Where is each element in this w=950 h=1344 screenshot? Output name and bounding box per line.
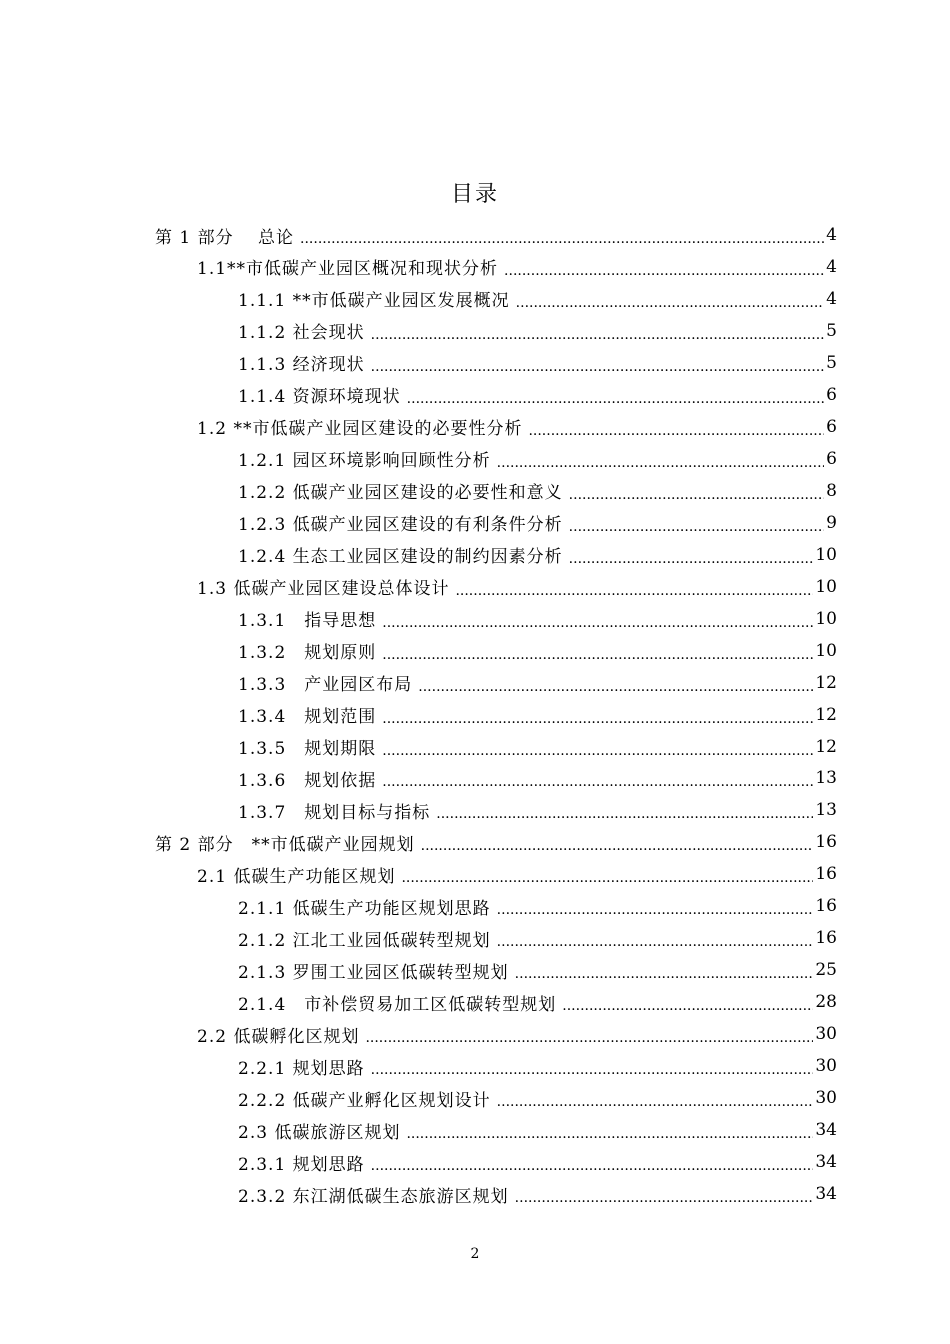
- toc-dot-leader: [382, 774, 813, 790]
- toc-entry-label: 1.1.2 社会现状: [238, 323, 365, 344]
- toc-entry-page: 30: [815, 1088, 837, 1109]
- toc-entry-page: 9: [826, 512, 837, 533]
- toc-entry[interactable]: [197, 251, 837, 283]
- toc-entry-page: 12: [815, 736, 837, 757]
- toc-entry-label: 1.2.4 生态工业园区建设的制约因素分析: [238, 547, 563, 568]
- toc-entry[interactable]: [155, 219, 837, 251]
- toc-dot-leader: [371, 1062, 814, 1078]
- toc-entry-page: 16: [815, 864, 837, 885]
- toc-entry-label: 1.1**市低碳产业园区概况和现状分析: [197, 259, 499, 280]
- toc-entry-page: 28: [815, 992, 837, 1013]
- toc-entry-label: 1.3.7 规划目标与指标: [238, 802, 431, 823]
- toc-entry[interactable]: [238, 794, 837, 826]
- toc-entry[interactable]: [238, 1146, 837, 1178]
- toc-entry[interactable]: [238, 443, 837, 475]
- toc-dot-leader: [569, 519, 825, 535]
- toc-entry[interactable]: [238, 1082, 837, 1114]
- toc-dot-leader: [382, 711, 813, 727]
- toc-entry-page: 34: [815, 1152, 837, 1173]
- toc-entry-label: 2.3 低碳旅游区规划: [238, 1122, 401, 1143]
- toc-entry-label: 1.3.6 规划依据: [238, 770, 377, 791]
- toc-dot-leader: [371, 359, 825, 375]
- toc-entry[interactable]: [238, 283, 837, 315]
- toc-dot-leader: [300, 231, 824, 247]
- toc-entry[interactable]: [238, 1178, 837, 1210]
- toc-entry-page: 16: [815, 896, 837, 917]
- toc-dot-leader: [562, 998, 813, 1014]
- toc-entry[interactable]: [238, 347, 837, 379]
- toc-dot-leader: [406, 1126, 813, 1142]
- toc-entry-page: 10: [815, 544, 837, 565]
- toc-entry[interactable]: [238, 507, 837, 539]
- toc-entry-page: 4: [826, 225, 837, 245]
- toc-dot-leader: [497, 455, 825, 471]
- toc-dot-leader: [371, 1158, 814, 1174]
- toc-entry-page: 30: [815, 1056, 837, 1077]
- toc-entry-label: 1.2 **市低碳产业园区建设的必要性分析: [197, 419, 523, 440]
- toc-entry-label: 1.2.3 低碳产业园区建设的有利条件分析: [238, 515, 563, 536]
- toc-entry-page: 13: [815, 800, 837, 821]
- toc-entry[interactable]: [238, 954, 837, 986]
- toc-entry-label: 2.2.2 低碳产业孵化区规划设计: [238, 1090, 491, 1111]
- page-number: 2: [470, 1246, 480, 1262]
- toc-entry-page: 25: [815, 960, 837, 981]
- toc-entry-page: 5: [826, 352, 837, 373]
- toc-entry-label: 1.1.4 资源环境现状: [238, 387, 401, 408]
- toc-entry-label: 2.2 低碳孵化区规划: [197, 1026, 360, 1047]
- toc-entry-page: 5: [826, 320, 837, 341]
- toc-entry-page: 34: [815, 1120, 837, 1141]
- toc-entry[interactable]: [238, 635, 837, 667]
- toc-dot-leader: [515, 966, 814, 982]
- toc-dot-leader: [497, 1094, 814, 1110]
- toc-entry-label: 2.3.2 东江湖低碳生态旅游区规划: [238, 1186, 509, 1207]
- toc-entry[interactable]: [197, 571, 837, 603]
- toc-dot-leader: [407, 391, 825, 407]
- toc-entry[interactable]: [238, 475, 837, 507]
- toc-entry-label: 1.3 低碳产业园区建设总体设计: [197, 579, 450, 600]
- toc-dot-leader: [371, 327, 825, 343]
- toc-entry[interactable]: [238, 986, 837, 1018]
- toc-entry-page: 13: [815, 768, 837, 789]
- toc-entry-label: 1.1.1 **市低碳产业园区发展概况: [238, 291, 510, 312]
- toc-entry-page: 12: [815, 672, 837, 693]
- toc-dot-leader: [497, 902, 814, 918]
- toc-title: 目录: [450, 182, 499, 207]
- toc-entry[interactable]: [238, 539, 837, 571]
- toc-entry[interactable]: [238, 699, 837, 731]
- toc-entry-page: 16: [815, 832, 837, 853]
- toc-entry-label: 1.1.3 经济现状: [238, 355, 365, 376]
- toc-entry-label: 2.3.1 规划思路: [238, 1154, 365, 1175]
- toc-entry[interactable]: [238, 667, 837, 699]
- toc-entry-page: 30: [815, 1024, 837, 1045]
- toc-dot-leader: [401, 870, 813, 886]
- toc-entry-page: 16: [815, 928, 837, 949]
- toc-entry[interactable]: [238, 1050, 837, 1082]
- toc-entry-page: 4: [826, 288, 837, 309]
- toc-entry[interactable]: [238, 731, 837, 763]
- toc-dot-leader: [418, 679, 813, 695]
- toc-dot-leader: [569, 487, 825, 503]
- toc-entry[interactable]: [238, 1114, 837, 1146]
- toc-entry[interactable]: [197, 858, 837, 890]
- toc-dot-leader: [436, 806, 813, 822]
- toc-entry-label: 1.3.3 产业园区布局: [238, 675, 413, 696]
- toc-entry-page: 10: [815, 576, 837, 597]
- toc-dot-leader: [421, 838, 814, 854]
- toc-dot-leader: [515, 1190, 814, 1206]
- toc-dot-leader: [504, 263, 824, 279]
- toc-dot-leader: [528, 423, 824, 439]
- toc-dot-leader: [497, 934, 814, 950]
- toc-entry-page: 10: [815, 640, 837, 661]
- toc-entry[interactable]: [155, 826, 837, 858]
- toc-entry-label: 1.3.4 规划范围: [238, 707, 377, 728]
- toc-entry-label: 1.3.2 规划原则: [238, 643, 377, 664]
- toc-dot-leader: [455, 583, 813, 599]
- toc-dot-leader: [382, 743, 813, 759]
- toc-entry-page: 6: [826, 448, 837, 469]
- toc-entry[interactable]: [238, 603, 837, 635]
- toc-entry[interactable]: [197, 411, 837, 443]
- toc-entry[interactable]: [238, 379, 837, 411]
- toc-entry-label: 1.3.1 指导思想: [238, 611, 377, 632]
- toc-entry[interactable]: [238, 890, 837, 922]
- toc-entry-label: 2.1.4 市补偿贸易加工区低碳转型规划: [238, 994, 557, 1015]
- toc-entry-label: 2.2.1 规划思路: [238, 1058, 365, 1079]
- toc-entry[interactable]: [238, 922, 837, 954]
- toc-entry-page: 12: [815, 704, 837, 725]
- toc-entry-label: 1.2.1 园区环境影响回顾性分析: [238, 451, 491, 472]
- toc-entry-label: 2.1.2 江北工业园低碳转型规划: [238, 930, 491, 951]
- toc-entry-label: 2.1.3 罗围工业园区低碳转型规划: [238, 962, 509, 983]
- toc-dot-leader: [365, 1030, 813, 1046]
- toc-entry-label: 第 2 部分 **市低碳产业园规划: [155, 834, 415, 855]
- toc-entry-label: 第 1 部分 总论: [155, 227, 295, 248]
- toc-dot-leader: [569, 551, 814, 567]
- toc-entry-page: 10: [815, 608, 837, 629]
- toc-entry-page: 4: [826, 256, 837, 277]
- toc-entry-label: 2.1.1 低碳生产功能区规划思路: [238, 898, 491, 919]
- toc-entry[interactable]: [197, 1018, 837, 1050]
- toc-entry-label: 1.2.2 低碳产业园区建设的必要性和意义: [238, 483, 563, 504]
- toc-entry-page: 6: [826, 384, 837, 405]
- toc-entry-page: 6: [826, 416, 837, 437]
- toc-dot-leader: [516, 295, 825, 311]
- toc-entry-page: 34: [815, 1184, 837, 1205]
- toc-entry-label: 2.1 低碳生产功能区规划: [197, 866, 396, 887]
- toc-entry-label: 1.3.5 规划期限: [238, 739, 377, 760]
- toc-entry[interactable]: [238, 762, 837, 794]
- toc-dot-leader: [382, 615, 813, 631]
- toc-entry-page: 8: [826, 480, 837, 501]
- toc-entry[interactable]: [238, 315, 837, 347]
- toc-dot-leader: [382, 647, 813, 663]
